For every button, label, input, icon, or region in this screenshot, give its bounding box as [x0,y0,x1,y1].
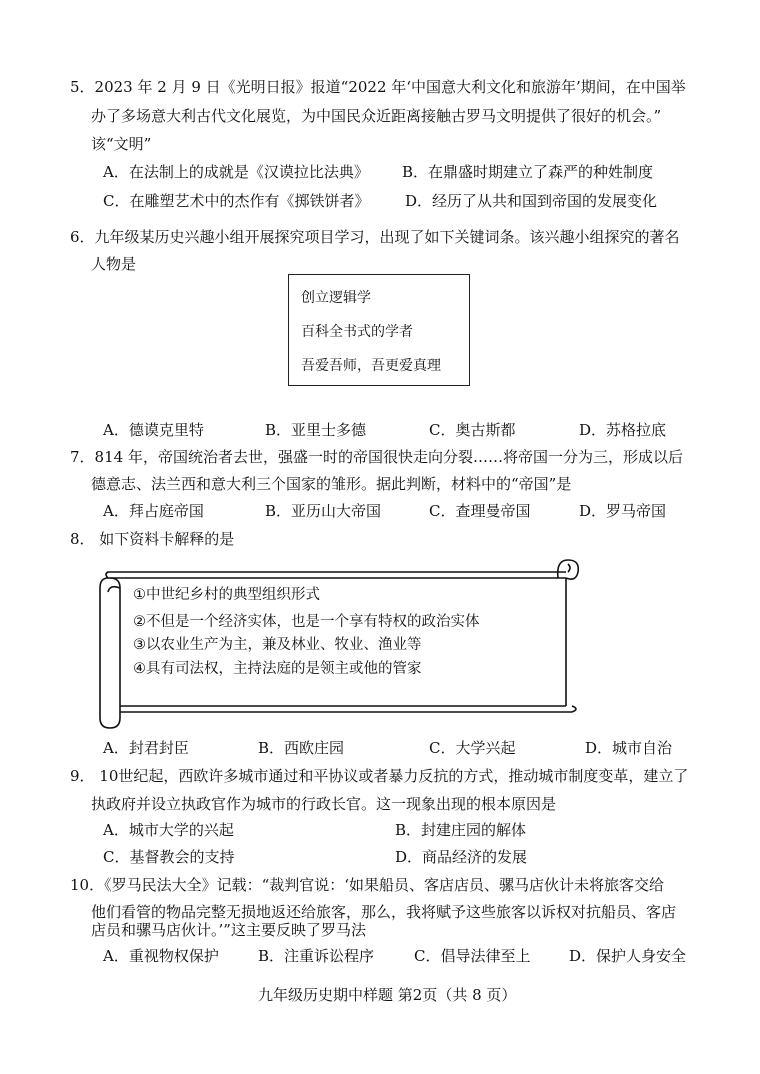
q5-option-b: B．在鼎盛时期建立了森严的种姓制度 [402,163,654,181]
q9-option-b: B．封建庄园的解体 [395,821,527,839]
q8-option-b: B．西欧庄园 [258,739,345,757]
q9-option-a: A．城市大学的兴起 [103,821,234,839]
q10-option-a: A．重视物权保护 [103,947,219,965]
q10-option-c: C．倡导法律至上 [414,947,531,965]
q5-option-a: A．在法制上的成就是《汉谟拉比法典》 [103,163,369,181]
q6-option-c: C．奥古斯都 [429,421,516,439]
q7-option-a: A．拜占庭帝国 [103,502,204,520]
q7-option-b: B．亚历山大帝国 [265,502,382,520]
page-footer: 九年级历史期中样题 第2页（共 8 页） [258,986,517,1004]
scroll-item-4: ④具有司法权，主持法庭的是领主或他的管家 [133,661,422,677]
q9-option-d: D．商品经济的发展 [395,848,528,866]
q7-option-d: D．罗马帝国 [579,502,667,520]
q8-option-a: A．封君封臣 [103,739,189,757]
q7-stem-line-1: 7．814 年，帝国统治者去世，强盛一时的帝国很快走向分裂……将帝国一分为三，形成以后 [70,448,683,466]
q6-stem-line-2: 人物是 [91,255,137,273]
q6-option-a: A．德谟克里特 [103,421,204,439]
q10-option-d: D．保护人身安全 [569,947,687,965]
q8-stem: 8． 如下资料卡解释的是 [70,530,235,548]
keyword-2: 百科全书式的学者 [301,324,413,340]
q6-stem-line-1: 6．九年级某历史兴趣小组开展探究项目学习，出现了如下关键词条。该兴趣小组探究的著名 [70,228,680,246]
keyword-3: 吾爱吾师，吾更爱真理 [301,358,441,374]
q5-option-c: C．在雕塑艺术中的杰作有《掷铁饼者》 [103,192,370,210]
scroll-item-2: ②不但是一个经济实体，也是一个享有特权的政治实体 [133,614,480,630]
keyword-box [288,274,470,386]
q6-option-d: D．苏格拉底 [579,421,667,439]
q5-stem-line-2: 办了多场意大利古代文化展览，为中国民众近距离接触古罗马文明提供了很好的机会。” [91,107,662,125]
q9-option-c: C．基督教会的支持 [103,848,235,866]
q5-option-d: D．经历了从共和国到帝国的发展变化 [405,192,658,210]
q9-stem-line-2: 执政府并设立执政官作为城市的行政长官。这一现象出现的根本原因是 [91,795,557,813]
q9-stem-line-1: 9． 10世纪起，西欧许多城市通过和平协议或者暴力反抗的方式，推动城市制度变革，建立了 [70,767,689,785]
scroll-item-3: ③以农业生产为主，兼及林业、牧业、渔业等 [133,637,422,653]
q10-stem-line-2: 他们看管的物品完整无损地返还给旅客，那么，我将赋予这些旅客以诉权对抗船员、客店 [91,903,677,921]
q8-option-c: C．大学兴起 [429,739,516,757]
q10-option-b: B．注重诉讼程序 [258,947,375,965]
scroll-item-1: ①中世纪乡村的典型组织形式 [133,587,320,603]
q10-stem-line-1: 10．《罗马民法大全》记载：“裁判官说：‘如果船员、客店店员、骡马店伙计未将旅客交给 [70,876,665,894]
keyword-1: 创立逻辑学 [301,290,371,306]
q5-stem-line-3: 该“文明” [91,135,152,153]
q6-option-b: B．亚里士多德 [265,421,367,439]
q8-option-d: D．城市自治 [585,739,673,757]
q7-option-c: C．查理曼帝国 [429,502,531,520]
q5-stem-line-1: 5．2023 年 2 月 9 日《光明日报》报道“2022 年‘中国意大利文化和旅游年’期间，在中国举 [70,78,686,96]
q7-stem-line-2: 德意志、法兰西和意大利三个国家的雏形。据此判断，材料中的“帝国”是 [91,475,572,493]
q10-stem-line-3: 店员和骡马店伙计。’”这主要反映了罗马法 [91,921,366,939]
